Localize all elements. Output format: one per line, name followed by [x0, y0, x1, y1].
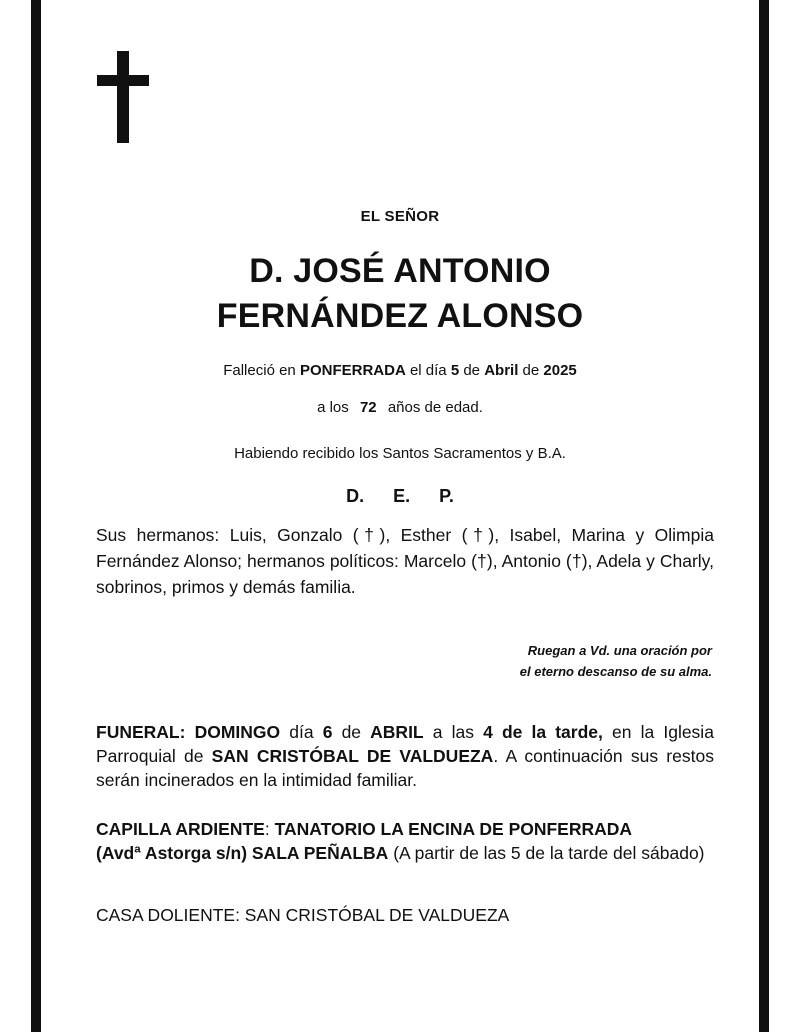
death-month: Abril	[484, 362, 519, 379]
heading-title: EL SEÑOR	[360, 208, 440, 225]
death-place: PONFERRADA	[299, 362, 406, 379]
capilla-place: TANATORIO LA ENCINA DE PONFERRADA	[274, 819, 633, 839]
church-name: SAN CRISTÓBAL DE VALDUEZA	[211, 746, 494, 766]
death-info: Falleció en PONFERRADA el día 5 de Abril de 2025	[223, 362, 577, 379]
deceased-name-line1: D. JOSÉ ANTONIO	[249, 252, 551, 290]
prayer-text: Ruegan a Vd. una oración por el eterno descanso de su alma.	[519, 643, 712, 679]
dep-letters: D. E. P.	[346, 486, 454, 506]
family-paragraph: Sus hermanos: Luis, Gonzalo (†), Esther (†), Isabel, Marina y Olimpia Fernández Alonso; hermanos políticos: Marcelo (†), Antonio (†), Adela y Charly, sobrinos, primos y demás familia.	[96, 525, 714, 597]
age-info: a los 72 años de edad.	[317, 399, 483, 416]
death-year: 2025	[543, 362, 577, 379]
casa-doliente: CASA DOLIENTE: SAN CRISTÓBAL DE VALDUEZA	[96, 905, 510, 925]
age-value: 72	[359, 399, 377, 416]
cross-icon	[97, 51, 149, 143]
capilla-paragraph: CAPILLA ARDIENTE: TANATORIO LA ENCINA DE PONFERRADA (Avdª Astorga s/n) SALA PEÑALBA (A partir de las 5 de la tarde del sábado)	[96, 819, 705, 863]
funeral-paragraph: FUNERAL: DOMINGO día 6 de ABRIL a las 4 de la tarde, en la Iglesia Parroquial de SAN CRISTÓBAL DE VALDUEZA. A continuación sus restos serán incinerados en la intimidad familiar.	[96, 722, 714, 790]
capilla-address: (Avdª Astorga s/n) SALA PEÑALBA	[96, 843, 389, 863]
left-border	[31, 0, 41, 1032]
sacraments-text: Habiendo recibido los Santos Sacramentos y B.A.	[234, 445, 566, 462]
deceased-name-line2: FERNÁNDEZ ALONSO	[216, 297, 584, 335]
right-border	[759, 0, 769, 1032]
death-day: 5	[450, 362, 460, 379]
